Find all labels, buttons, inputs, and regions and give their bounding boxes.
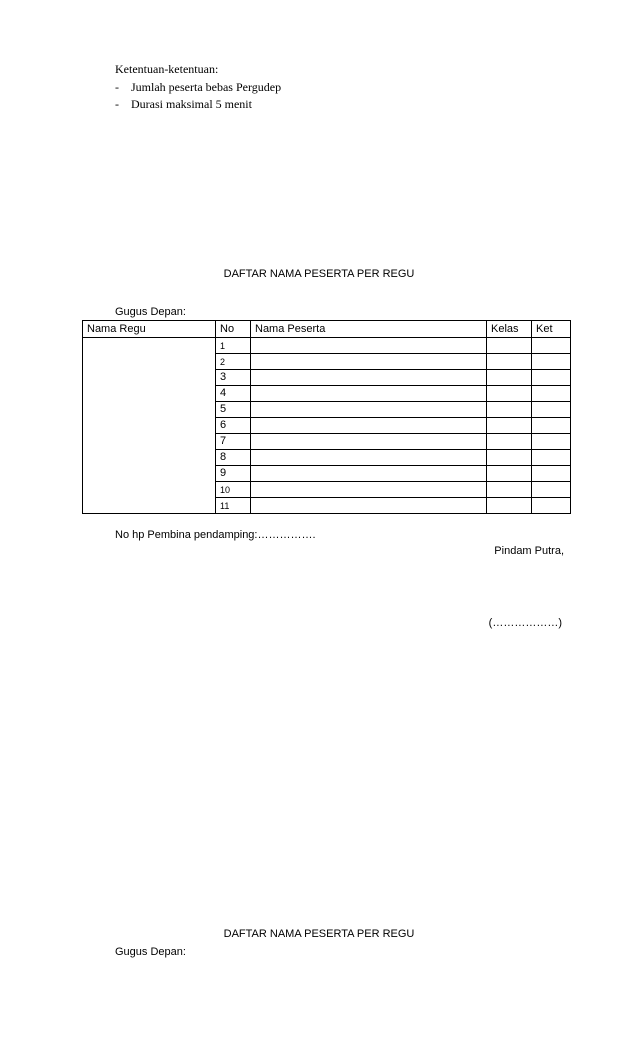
rules-item: [115, 79, 281, 96]
table-row: [83, 338, 571, 354]
kelas-cell[interactable]: [487, 338, 532, 354]
ket-cell[interactable]: [532, 354, 571, 370]
rules-item: [115, 96, 281, 113]
nama-peserta-cell[interactable]: [251, 354, 487, 370]
participant-table: [82, 320, 571, 514]
nama-peserta-cell[interactable]: [251, 370, 487, 386]
section-title: DAFTAR NAMA PESERTA PER REGU: [223, 268, 415, 280]
rules-item-text: Durasi maksimal 5 menit: [131, 97, 252, 111]
pembina-phone-line: No hp Pembina pendamping:…………….: [115, 529, 316, 541]
kelas-cell[interactable]: [487, 418, 532, 434]
row-number: 5: [216, 402, 251, 418]
gugus-depan-label: Gugus Depan:: [115, 306, 186, 318]
ket-cell[interactable]: [532, 466, 571, 482]
nama-peserta-cell[interactable]: [251, 418, 487, 434]
header-no: No: [216, 321, 251, 338]
section-title: DAFTAR NAMA PESERTA PER REGU: [223, 928, 415, 940]
ket-cell[interactable]: [532, 386, 571, 402]
nama-peserta-cell[interactable]: [251, 338, 487, 354]
kelas-cell[interactable]: [487, 466, 532, 482]
row-number: 6: [216, 418, 251, 434]
header-nama-peserta: Nama Peserta: [251, 321, 487, 338]
nama-peserta-cell[interactable]: [251, 450, 487, 466]
nama-peserta-cell[interactable]: [251, 498, 487, 514]
kelas-cell[interactable]: [487, 386, 532, 402]
bullet-dash: -: [115, 97, 119, 111]
kelas-cell[interactable]: [487, 402, 532, 418]
nama-peserta-cell[interactable]: [251, 386, 487, 402]
row-number: 10: [216, 482, 251, 498]
bullet-dash: -: [115, 80, 119, 94]
ket-cell[interactable]: [532, 418, 571, 434]
rules-list: [115, 79, 281, 113]
row-number: 3: [216, 370, 251, 386]
kelas-cell[interactable]: [487, 434, 532, 450]
ket-cell[interactable]: [532, 402, 571, 418]
row-number: 7: [216, 434, 251, 450]
row-number: 4: [216, 386, 251, 402]
table-header-row: [83, 321, 571, 338]
ket-cell[interactable]: [532, 434, 571, 450]
row-number: 1: [216, 338, 251, 354]
ket-cell[interactable]: [532, 450, 571, 466]
header-kelas: Kelas: [487, 321, 532, 338]
header-nama-regu: Nama Regu: [83, 321, 216, 338]
ket-cell[interactable]: [532, 482, 571, 498]
gugus-depan-label: Gugus Depan:: [115, 946, 186, 958]
nama-peserta-cell[interactable]: [251, 402, 487, 418]
signature-placeholder: (………………): [488, 617, 562, 629]
kelas-cell[interactable]: [487, 482, 532, 498]
nama-peserta-cell[interactable]: [251, 466, 487, 482]
rules-item-text: Jumlah peserta bebas Pergudep: [131, 80, 282, 94]
row-number: 9: [216, 466, 251, 482]
kelas-cell[interactable]: [487, 498, 532, 514]
kelas-cell[interactable]: [487, 354, 532, 370]
ket-cell[interactable]: [532, 370, 571, 386]
ket-cell[interactable]: [532, 338, 571, 354]
signer-title: Pindam Putra,: [494, 545, 564, 557]
row-number: 11: [216, 498, 251, 514]
header-ket: Ket: [532, 321, 571, 338]
kelas-cell[interactable]: [487, 370, 532, 386]
nama-peserta-cell[interactable]: [251, 482, 487, 498]
kelas-cell[interactable]: [487, 450, 532, 466]
row-number: 8: [216, 450, 251, 466]
row-number: 2: [216, 354, 251, 370]
nama-regu-cell[interactable]: [83, 338, 216, 514]
nama-peserta-cell[interactable]: [251, 434, 487, 450]
ket-cell[interactable]: [532, 498, 571, 514]
rules-heading: Ketentuan-ketentuan:: [115, 62, 219, 76]
